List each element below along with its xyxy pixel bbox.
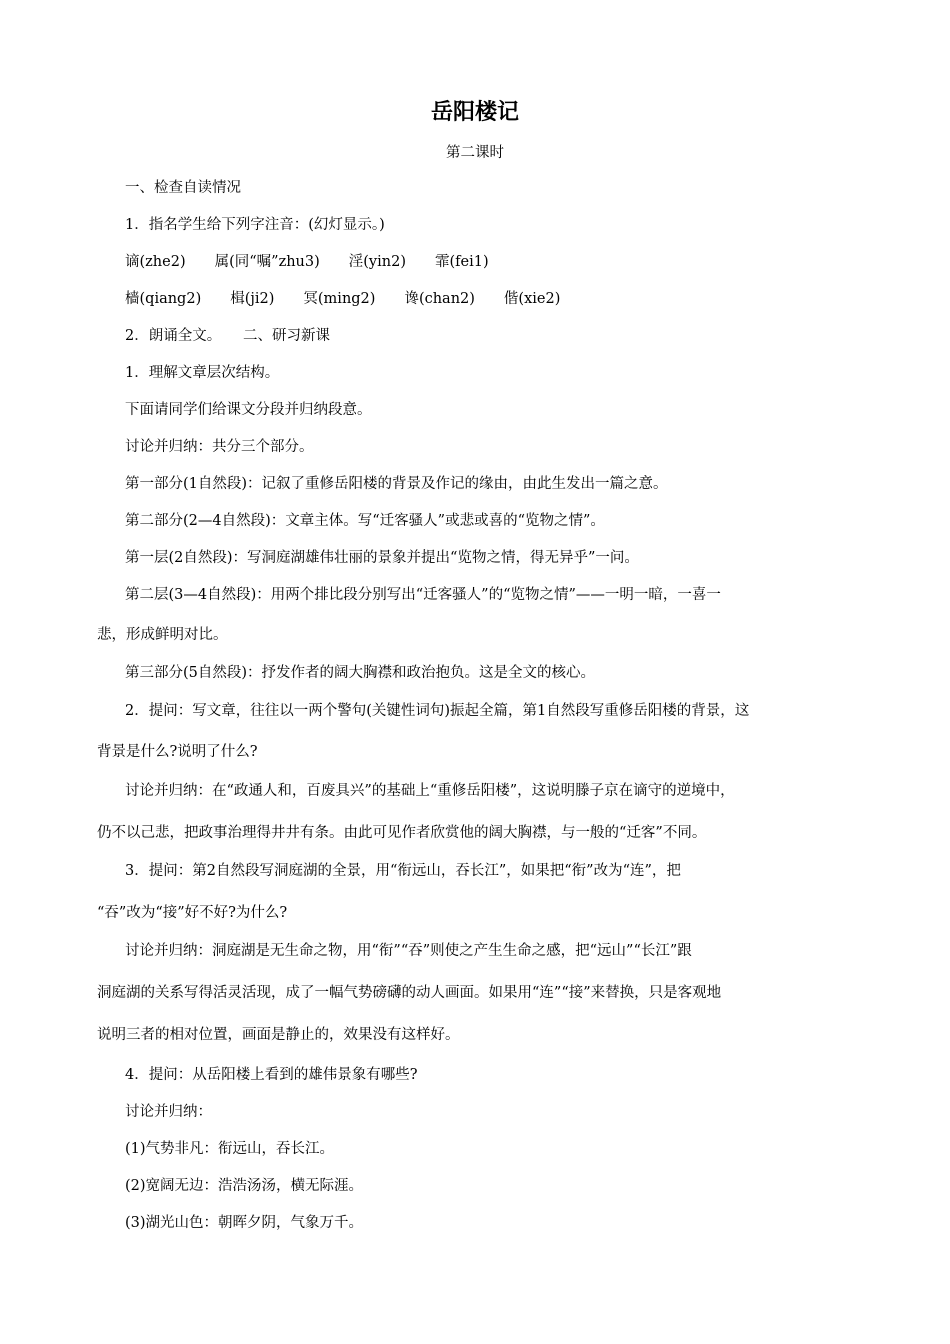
paragraph-continuation: 洞庭湖的关系写得活灵活现，成了一幅气势磅礴的动人画面。如果用“连”“接”来替换，只是客观地: [97, 985, 722, 1001]
paragraph: 第三部分(5自然段)：抒发作者的阔大胸襟和政治抱负。这是全文的核心。: [125, 665, 596, 681]
paragraph: 3．提问：第2自然段写洞庭湖的全景，用“衔远山，吞长江”，如果把“衔”改为“连”，把: [125, 863, 681, 879]
paragraph-continuation: 悲，形成鲜明对比。: [97, 627, 228, 643]
section-heading: 一、检查自读情况: [125, 180, 241, 196]
paragraph: 4．提问：从岳阳楼上看到的雄伟景象有哪些?: [125, 1067, 418, 1083]
paragraph-continuation: 背景是什么?说明了什么?: [97, 744, 258, 760]
paragraph-continuation: “吞”改为“接”好不好?为什么?: [97, 905, 288, 921]
paragraph: 讨论并归纳：: [125, 1104, 212, 1120]
paragraph: 2．朗诵全文。 二、研习新课: [125, 328, 330, 344]
paragraph: 1．理解文章层次结构。: [125, 365, 280, 381]
pinyin-row: 谪(zhe2) 属(同“嘱”zhu3) 淫(yin2) 霏(fei1): [125, 254, 489, 270]
list-item: (2)宽阔无边：浩浩汤汤，横无际涯。: [125, 1178, 364, 1194]
list-item: (1)气势非凡：衔远山，吞长江。: [125, 1141, 335, 1157]
paragraph: 第二层(3—4自然段)：用两个排比段分别写出“迁客骚人”的“览物之情”——一明一暗，一喜一: [125, 587, 721, 603]
paragraph: 下面请同学们给课文分段并归纳段意。: [125, 402, 372, 418]
paragraph: 2．提问：写文章，往往以一两个警句(关键性词句)振起全篇，第1自然段写重修岳阳楼的背景，这: [125, 703, 750, 719]
paragraph: 第二部分(2—4自然段)：文章主体。写“迁客骚人”或悲或喜的“览物之情”。: [125, 513, 605, 529]
paragraph: 第一层(2自然段)：写洞庭湖雄伟壮丽的景象并提出“览物之情，得无异乎”一问。: [125, 550, 639, 566]
paragraph: 第一部分(1自然段)：记叙了重修岳阳楼的背景及作记的缘由，由此生发出一篇之意。: [125, 476, 668, 492]
paragraph-continuation: 仍不以己悲，把政事治理得井井有条。由此可见作者欣赏他的阔大胸襟，与一般的“迁客”不同。: [97, 825, 707, 841]
paragraph: 讨论并归纳：共分三个部分。: [125, 439, 314, 455]
paragraph-continuation: 说明三者的相对位置，画面是静止的，效果没有这样好。: [97, 1027, 460, 1043]
list-item: (3)湖光山色：朝晖夕阴，气象万千。: [125, 1215, 364, 1231]
pinyin-row: 樯(qiang2) 楫(ji2) 冥(ming2) 谗(chan2) 偕(xie2): [125, 291, 561, 307]
paragraph: 讨论并归纳：在“政通人和，百废具兴”的基础上“重修岳阳楼”，这说明滕子京在谪守的逆境中，: [125, 783, 735, 799]
document-title: 岳阳楼记: [430, 100, 519, 125]
paragraph: 1．指名学生给下列字注音：(幻灯显示。): [125, 217, 385, 233]
paragraph: 讨论并归纳：洞庭湖是无生命之物，用“衔”“吞”则使之产生生命之感，把“远山”“长江”跟: [125, 943, 692, 959]
document-subtitle: 第二课时: [446, 145, 504, 161]
